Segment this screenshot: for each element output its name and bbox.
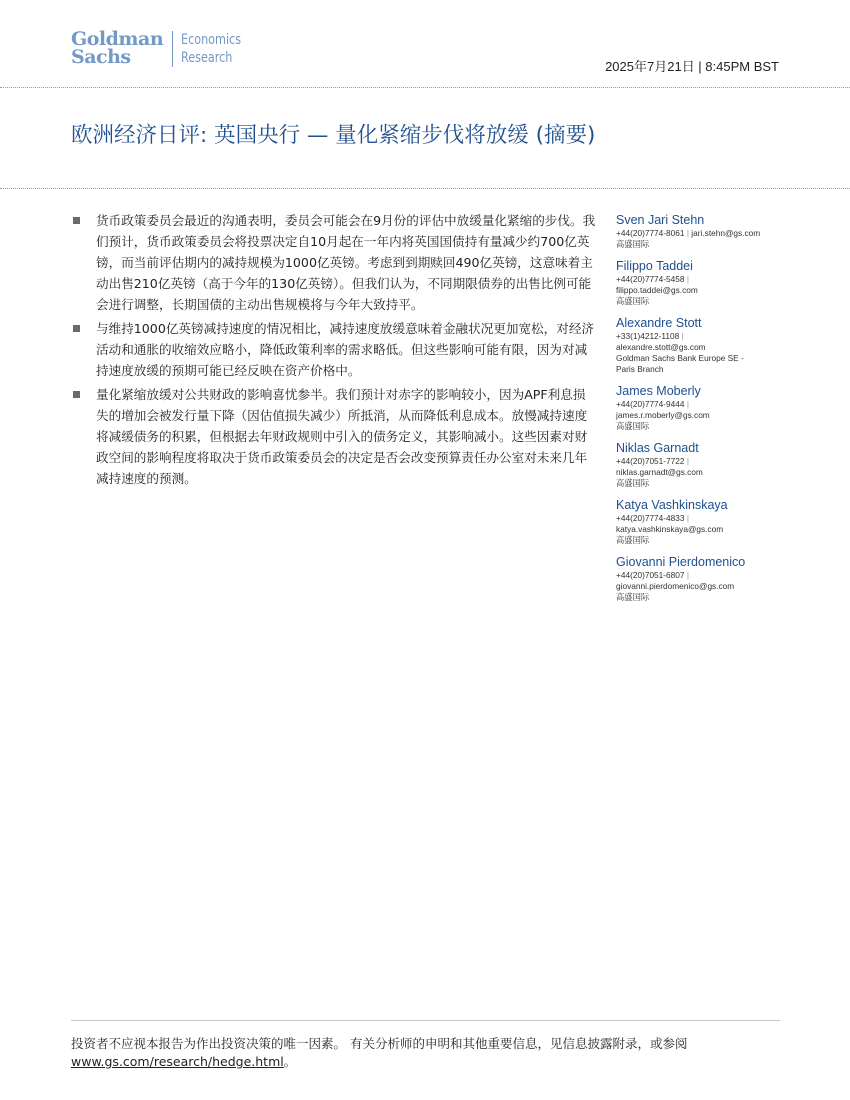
author-affiliation: 高盛国际 <box>616 421 650 431</box>
author-affiliation: 高盛国际 <box>616 535 650 545</box>
disclosure-text: 投资者不应视本报告为作出投资决策的唯一因素。 有关分析师的申明和其他重要信息，见信息披露附录，或参阅 <box>71 1036 688 1051</box>
page-title: 欧洲经济日评: 英国央行 — 量化紧缩步伐将放缓 (摘要) <box>71 123 596 148</box>
author-affiliation: 高盛国际 <box>616 296 650 306</box>
author-card <box>616 554 816 603</box>
author-name: Giovanni Pierdomenico <box>616 555 746 569</box>
author-affiliation: 高盛国际 <box>616 478 650 488</box>
footer-divider <box>71 1020 780 1021</box>
goldman-sachs-logo <box>71 28 256 71</box>
author-contact: +44(20)7774-8061 | jari.stehn@gs.com <box>616 228 761 238</box>
bullet-text: 与维持1000亿英镑减持速度的情况相比，减持速度放缓意味着金融状况更加宽松，对经济活动和通胀的收缩效应略小，降低政策利率的需求略低。但这些影响可能有限，因为对减持速度放缓的预期可能已经反映在资产价格中。 <box>96 321 595 378</box>
author-affiliation: Goldman Sachs Bank Europe SE - <box>616 353 744 363</box>
author-phone: +44(20)7051-6807 | <box>616 570 689 580</box>
author-affiliation: 高盛国际 <box>616 592 650 602</box>
page-header <box>0 0 850 88</box>
title-divider <box>0 188 850 189</box>
author-name: Filippo Taddei <box>616 259 693 273</box>
bullet-text: 货币政策委员会最近的沟通表明，委员会可能会在9月份的评估中放缓量化紧缩的步伐。我们预计，货币政策委员会将投票决定自10月起在一年内将英国国债持有量减少约700亿英镑，而当前评估期内的减持规模为1000亿英镑。考虑到到期赎回490亿英镑，这意味着主动出售210亿英镑（高于今年的130亿英镑）。但我们认为，不同期限债券的出售比例可能会进行调整，长期国债的主动出售规模将与今年大致持平。 <box>96 213 596 312</box>
author-card <box>616 258 816 307</box>
summary-bullets <box>71 210 596 492</box>
division-line-2: Research <box>181 50 233 66</box>
author-phone: +33(1)4212-1108 | <box>616 331 684 341</box>
author-card <box>616 315 816 375</box>
author-phone: +44(20)7774-5458 | <box>616 274 689 284</box>
publish-datetime: 2025年7月21日 | 8:45PM BST <box>605 59 779 74</box>
author-list <box>616 212 816 611</box>
author-affiliation-2: Paris Branch <box>616 364 664 374</box>
author-phone: +44(20)7774-4833 | <box>616 513 689 523</box>
author-card <box>616 497 816 546</box>
bullet-square-icon <box>73 391 80 398</box>
author-name: James Moberly <box>616 384 701 398</box>
author-name: Sven Jari Stehn <box>616 213 705 227</box>
author-card <box>616 440 816 489</box>
author-affiliation: 高盛国际 <box>616 239 650 249</box>
division-label <box>181 31 241 67</box>
bullet-item <box>71 210 596 315</box>
author-email[interactable]: jari.stehn@gs.com <box>691 228 761 238</box>
author-name: Katya Vashkinskaya <box>616 498 728 512</box>
disclosure-footer <box>71 1035 780 1071</box>
author-card <box>616 212 816 250</box>
author-phone: +44(20)7051-7722 | <box>616 456 689 466</box>
author-name: Alexandre Stott <box>616 316 702 330</box>
bullet-square-icon <box>73 325 80 332</box>
author-phone: +44(20)7774-9444 | <box>616 399 689 409</box>
header-divider <box>0 87 850 88</box>
bullet-item <box>71 318 596 381</box>
bullet-item <box>71 384 596 489</box>
bullet-text: 量化紧缩放缓对公共财政的影响喜忧参半。我们预计对赤字的影响较小，因为APF利息损失的增加会被发行量下降（因估值损失减少）所抵消，从而降低利息成本。放慢减持速度将减缓债务的积累，但根据去年财政规则中引入的债务定义，其影响减小。这些因素对财政空间的影响程度将取决于货币政策委员会的决定是否会改变预算责任办公室对未来几年减持速度的预测。 <box>96 387 588 486</box>
author-email[interactable]: james.r.moberly@gs.com <box>616 410 710 420</box>
author-email[interactable]: alexandre.stott@gs.com <box>616 342 706 352</box>
author-phone: +44(20)7774-8061 <box>616 228 685 238</box>
logo-wordmark <box>71 28 164 68</box>
author-email[interactable]: niklas.garnadt@gs.com <box>616 467 703 477</box>
logo-divider <box>172 31 173 67</box>
author-card <box>616 383 816 432</box>
disclosure-link[interactable]: www.gs.com/research/hedge.html <box>71 1054 284 1069</box>
disclosure-tail: 。 <box>283 1054 297 1069</box>
bullet-square-icon <box>73 217 80 224</box>
logo-line-1: Goldman <box>71 28 164 50</box>
author-email[interactable]: katya.vashkinskaya@gs.com <box>616 524 724 534</box>
division-line-1: Economics <box>181 32 242 48</box>
author-name: Niklas Garnadt <box>616 441 699 455</box>
logo-line-2: Sachs <box>71 46 131 68</box>
author-email[interactable]: giovanni.pierdomenico@gs.com <box>616 581 735 591</box>
author-email[interactable]: filippo.taddei@gs.com <box>616 285 698 295</box>
